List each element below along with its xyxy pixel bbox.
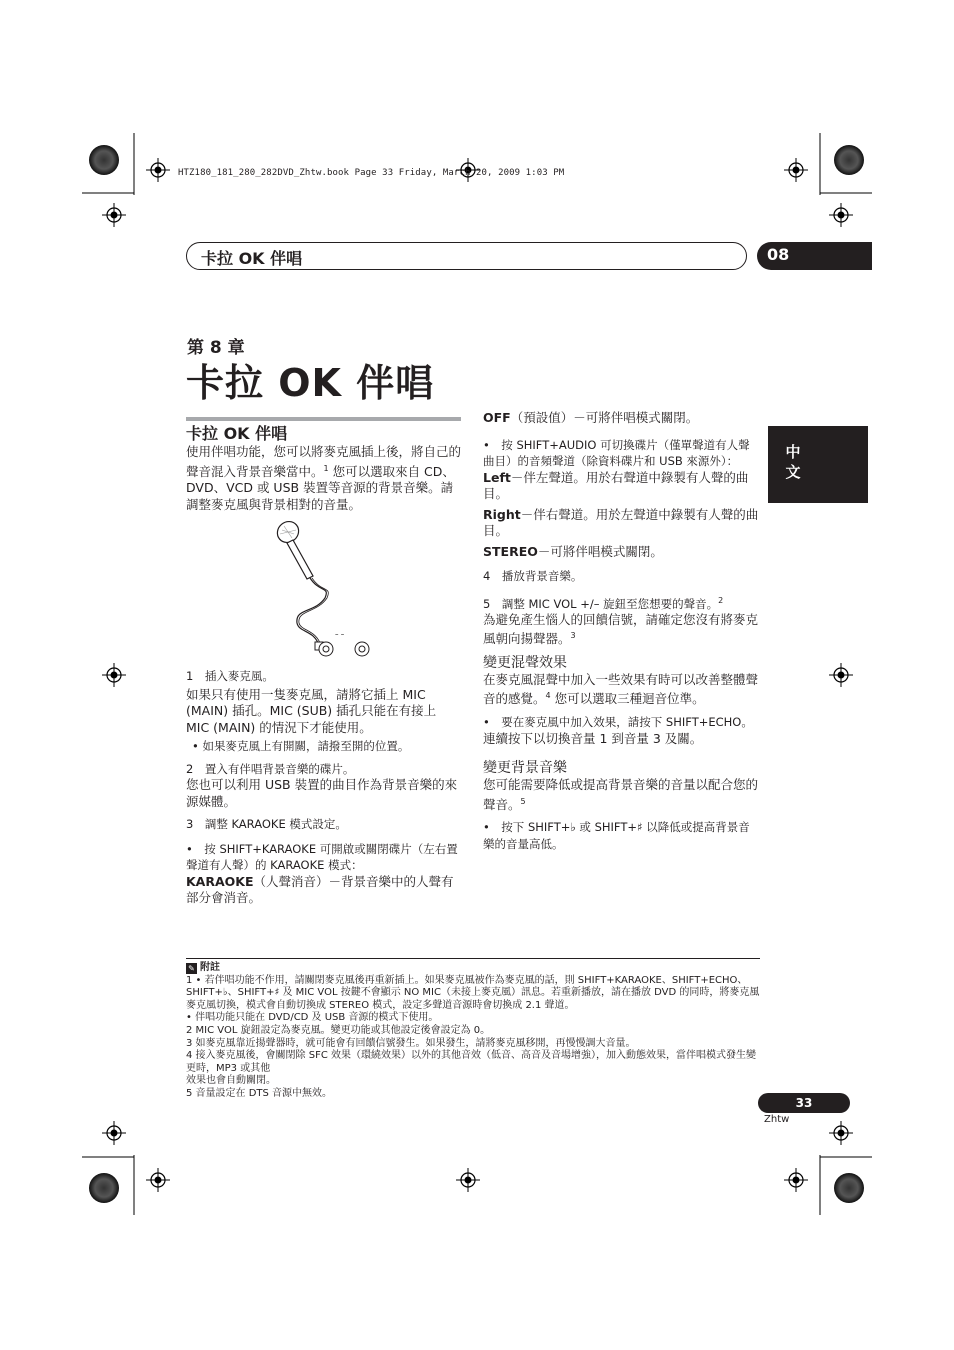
bg-text: 您可能需要降低或提高背景音樂的音量以配合您的聲音。$^5$	[483, 777, 759, 812]
step-2: 2 置入有伴唱背景音樂的碟片。	[186, 761, 355, 776]
echo-bullet-text: 連續按下以切換音量 1 到音量 3 及關。	[483, 730, 703, 746]
page-number: 33	[758, 1093, 850, 1113]
step-1-bullet: • 如果麥克風上有開關，請撥至開的位置。	[192, 739, 410, 753]
section-heading: 卡拉 OK 伴唱	[186, 424, 288, 443]
section-header	[186, 242, 747, 270]
right-column	[483, 410, 759, 852]
note-line: 效果也會自動關閉。	[186, 1075, 276, 1087]
note-line: SHIFT+♭、SHIFT+♯ 及 MIC VOL 按鍵不會顯示 NO MIC（未接上麥克風）訊息。若重新播放，請在播放 DVD 的同時，將麥克風	[186, 987, 760, 999]
step-1-text: 如果只有使用一隻麥克風，請將它插上 MIC (MAIN) 插孔。MIC (SUB) 插孔只能在有接上 MIC (MAIN) 的情況下才能使用。	[186, 686, 437, 735]
language-tab-label: 中文	[785, 443, 801, 481]
karaoke-mode: KARAOKE（人聲消音）－背景音樂中的人聲有部分會消音。	[186, 873, 454, 905]
chapter-number-badge: 08	[757, 242, 872, 270]
left-mode: Left－伴左聲道。用於右聲道中錄製有人聲的曲目。	[483, 469, 749, 501]
svg-text:– –: – –	[335, 630, 345, 638]
language-tab	[768, 426, 868, 503]
print-info: HTZ180_181_280_282DVD_Zhtw.book Page 33 Friday, March 20, 2009 1:03 PM	[178, 168, 565, 178]
bg-bullet: • 按下 SHIFT+♭ 或 SHIFT+♯ 以降低或提高背景音樂的音量高低。	[483, 820, 750, 851]
step-5: 5 調整 MIC VOL +/– 旋鈕至您想要的聲音。$^2$	[483, 595, 724, 611]
bg-heading: 變更背景音樂	[483, 760, 567, 777]
step-3-bullet: • 按 SHIFT+KARAOKE 可開啟或關閉碟片（左右置聲道有人聲）的 KARAOKE 模式：	[186, 841, 458, 872]
echo-bullet: • 要在麥克風中加入效果，請按下 SHIFT+ECHO。	[483, 715, 753, 730]
left-column-steps	[186, 668, 462, 907]
note-line: 5 音量設定在 DTS 音源中無效。	[186, 1087, 333, 1099]
language-code: Zhtw	[764, 1114, 790, 1125]
step-4: 4 播放背景音樂。	[483, 569, 583, 583]
note-line: 麥克風切換，模式會自動切換成 STEREO 模式，設定多聲道音源時會切換成 2.1 聲道。	[186, 999, 575, 1011]
note-line: 1 • 若伴唱功能不作用，請關閉麥克風後再重新插上。如果麥克風被作為麥克風的話，則 SHIFT+KARAOKE、SHIFT+ECHO、	[186, 974, 748, 986]
right-mode: Right－伴右聲道。用於左聲道中錄製有人聲的曲目。	[483, 506, 759, 538]
page-title: 卡拉 OK 伴唱	[186, 361, 435, 405]
step-5-text: 為避免產生惱人的回饋信號，請確定您沒有將麥克風朝向揚聲器。$^3$	[483, 611, 759, 647]
intro-paragraph: 使用伴唱功能，您可以將麥克風插上後，將自己的聲音混入背景音樂當中。$^1$ 您可以選取來自 CD、DVD、VCD 或 USB 裝置等音源的背景音樂。請調整麥克風與背景相對的音量。	[186, 444, 462, 512]
note-line: 4 接入麥克風後，會關閉除 SFC 效果（環繞效果）以外的其他音效（低音、高音及音場增強），加入動態效果，當伴唱模式發生變更時，MP3 或其他	[186, 1050, 756, 1074]
notes-label: 附註	[200, 962, 220, 973]
off-mode: OFF（預設值）－可將伴唱模式關閉。	[483, 410, 699, 425]
microphone-illustration	[265, 518, 385, 662]
note-line: • 伴唱功能只能在 DVD/CD 及 USB 音源的模式下使用。	[186, 1012, 439, 1024]
step-2-text: 您也可以利用 USB 裝置的曲目作為背景音樂的來源媒體。	[186, 777, 458, 809]
step-3: 3 調整 KARAOKE 模式設定。	[186, 817, 347, 831]
left-column	[186, 424, 462, 513]
note-line: 3 如麥克風靠近揚聲器時，就可能會有回饋信號發生。如果發生，請將麥克風移開，再慢慢調大音量。	[186, 1037, 636, 1049]
notes-header	[186, 958, 760, 975]
note-line: 2 MIC VOL 旋鈕設定為麥克風。變更功能或其他設定後會設定為 0。	[186, 1024, 491, 1036]
chapter-label: 第 8 章	[187, 338, 245, 358]
echo-text: 在麥克風混聲中加入一些效果有時可以改善整體聲音的感覺。$^4$ 您可以選取三種迴音位準。	[483, 671, 759, 707]
note-icon: ✎	[186, 963, 197, 974]
section-rule	[186, 417, 461, 421]
section-header-title: 卡拉 OK 伴唱	[201, 249, 303, 268]
echo-heading: 變更混聲效果	[483, 654, 567, 671]
stereo-mode: STEREO－可將伴唱模式關閉。	[483, 543, 663, 559]
step-1: 1 插入麥克風。	[186, 669, 274, 683]
notes-section	[186, 958, 760, 1101]
audio-bullet: • 按 SHIFT+AUDIO 可切換碟片（僅單聲道有人聲曲目）的音頻聲道（除資料碟片和 USB 來源外）：	[483, 437, 750, 468]
